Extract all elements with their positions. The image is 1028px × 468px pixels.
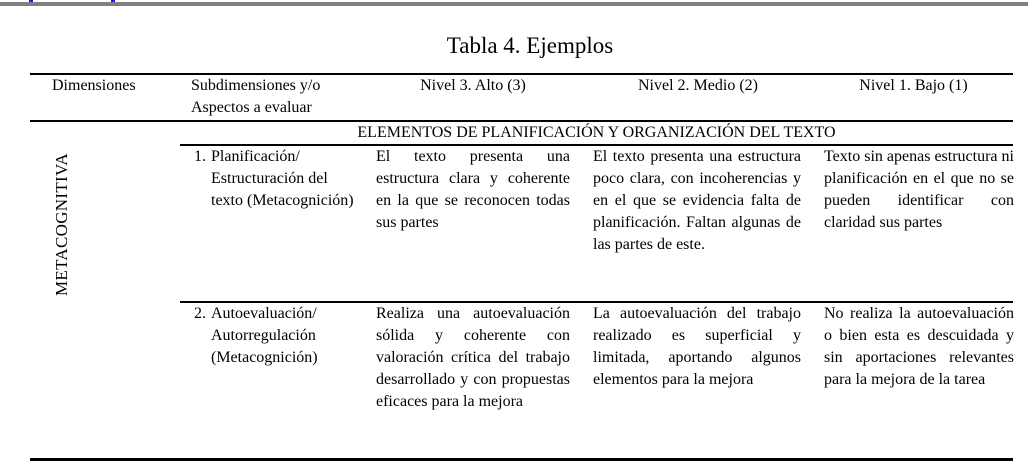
header-subdimensiones-line1: Subdimensiones y/o: [191, 77, 321, 94]
dimension-label: METACOGNITIVA: [52, 153, 71, 296]
row-1-aspect: Planificación/ Estructuración del texto (Metacognición): [211, 148, 354, 209]
top-link-fragment: [111, 0, 115, 2]
header-nivel-3: Nivel 3. Alto (3): [420, 77, 526, 94]
row-1-nivel-3: El texto presenta una estructura clara y coherente en la que se reconocen todas sus partes: [376, 148, 570, 231]
table-title: Tabla 4. Ejemplos: [446, 33, 614, 58]
row-2-nivel-1: No realiza la autoevaluación o bien esta es descuidada y sin aportaciones relevantes para la mejora de la tarea: [824, 305, 1014, 388]
header-nivel-2: Nivel 2. Medio (2): [638, 77, 758, 94]
row-2-nivel-3: Realiza una autoevaluación sólida y coherente con valoración crítica del trabajo desarrollado y con propuestas eficaces para la mejora: [376, 305, 570, 410]
header-dimensiones: Dimensiones: [52, 77, 136, 94]
table-bottom-rule: [30, 458, 1013, 461]
header-nivel-1: Nivel 1. Bajo (1): [859, 77, 968, 94]
top-link-fragment: [29, 0, 33, 2]
row-1-nivel-1: Texto sin apenas estructura ni planificación en el que no se pueden identificar con claridad sus partes: [824, 148, 1014, 231]
top-separator-bar: [0, 2, 1028, 6]
section-title: ELEMENTOS DE PLANIFICACIÓN Y ORGANIZACIÓN DEL TEXTO: [357, 124, 836, 141]
row-2-number: 2.: [194, 305, 206, 322]
header-subdimensiones-line2: Aspectos a evaluar: [191, 99, 312, 116]
row-2-nivel-2: La autoevaluación del trabajo realizado es superficial y limitada, aportando algunos elementos para la mejora: [593, 305, 801, 388]
row-1-nivel-2: El texto presenta una estructura poco clara, con incoherencias y en el que se evidencia falta de planificación. Faltan algunas de las partes de este.: [593, 148, 801, 253]
row-2-aspect: Autoevaluación/ Autorregulación (Metacognición): [211, 305, 318, 366]
row-1-number: 1.: [194, 148, 206, 165]
